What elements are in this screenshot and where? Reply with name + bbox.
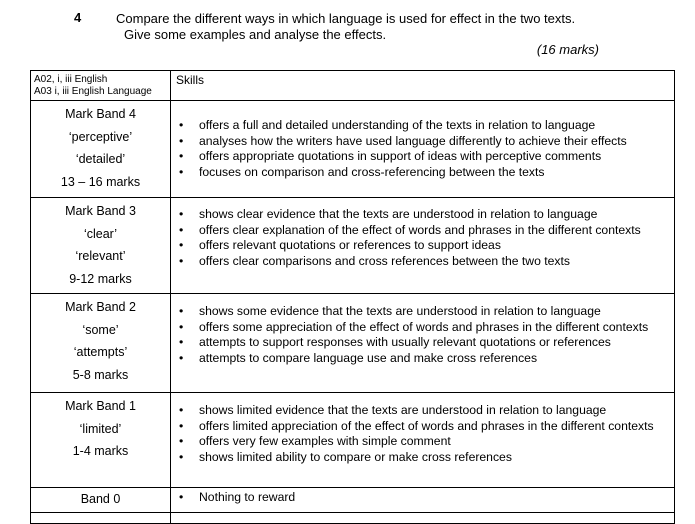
assessment-objectives-cell	[31, 71, 171, 101]
table-row-band-2	[31, 294, 675, 393]
skill-item: • shows some evidence that the texts are understood in relation to language	[171, 304, 670, 320]
skill-item: • offers clear explanation of the effect of words and phrases in the different contexts	[171, 223, 670, 239]
band-keyword: ‘relevant’	[75, 249, 126, 263]
mark-scheme-table	[30, 70, 675, 524]
band-label-cell	[31, 294, 171, 393]
band-label-cell	[31, 198, 171, 294]
band-name: Band 0	[80, 492, 121, 506]
skill-item: • attempts to compare language use and make cross references	[171, 351, 670, 367]
skill-item: • focuses on comparison and cross-referencing between the texts	[171, 165, 670, 181]
skills-list	[171, 304, 674, 366]
skill-item: • offers a full and detailed understanding of the texts in relation to language	[171, 118, 670, 134]
band-marks: 13 – 16 marks	[60, 174, 141, 189]
table-row-band-1	[31, 393, 675, 488]
band-label-cell	[31, 393, 171, 488]
band-name: Mark Band 2	[65, 300, 136, 314]
band-keyword: ‘perceptive’	[68, 129, 133, 144]
band-name: Mark Band 1	[65, 399, 136, 413]
band-keyword: ‘limited’	[79, 421, 122, 436]
band-keyword: ‘some’	[82, 322, 119, 337]
skill-item: • offers appropriate quotations in support of ideas with perceptive comments	[171, 149, 670, 165]
question-marks: (16 marks)	[536, 42, 599, 57]
skill-item: • offers limited appreciation of the effect of words and phrases in the different contexts	[171, 419, 670, 435]
table-row-empty	[31, 513, 675, 524]
empty-cell	[171, 513, 675, 524]
band-skills-cell	[171, 488, 675, 513]
skill-item: • offers some appreciation of the effect of words and phrases in the different contexts	[171, 320, 670, 336]
band-marks: 5-8 marks	[72, 367, 129, 382]
skill-item: • Nothing to reward	[171, 490, 670, 506]
table-header-row	[31, 71, 675, 101]
band-name: Mark Band 4	[65, 107, 136, 121]
skills-list	[171, 207, 674, 269]
skill-item: • offers clear comparisons and cross references between the two texts	[171, 254, 670, 270]
band-skills-cell	[171, 393, 675, 488]
skill-item: • shows limited ability to compare or make cross references	[171, 450, 670, 466]
band-skills-cell	[171, 198, 675, 294]
skill-item: • analyses how the writers have used language differently to achieve their effects	[171, 134, 670, 150]
table-row-band-3	[31, 198, 675, 294]
question-text-line2: Give some examples and analyse the effects.	[124, 27, 387, 42]
table-row-band-0	[31, 488, 675, 513]
band-marks: 1-4 marks	[72, 444, 129, 458]
ao-line1: A02, i, iii English	[34, 74, 108, 85]
empty-cell	[31, 513, 171, 524]
question-text-line1: Compare the different ways in which language is used for effect in the two texts.	[116, 11, 576, 26]
band-keyword: ‘attempts’	[73, 345, 128, 359]
band-skills-cell	[171, 101, 675, 198]
question-number: 4	[74, 10, 82, 25]
skills-header: Skills	[171, 71, 675, 101]
table-row-band-4	[31, 101, 675, 198]
band-keyword: ‘detailed’	[75, 152, 126, 166]
skill-item: • attempts to support responses with usually relevant quotations or references	[171, 335, 670, 351]
band-label-cell	[31, 488, 171, 513]
skills-list	[171, 403, 674, 465]
skills-list	[171, 490, 674, 506]
skill-item: • shows clear evidence that the texts are understood in relation to language	[171, 207, 670, 223]
skill-item: • offers very few examples with simple comment	[171, 434, 670, 450]
band-label-cell	[31, 101, 171, 198]
ao-line2: A03 i, iii English Language	[34, 86, 152, 97]
skills-list	[171, 118, 674, 180]
band-keyword: ‘clear’	[83, 226, 118, 241]
skill-item: • shows limited evidence that the texts are understood in relation to language	[171, 403, 670, 419]
band-marks: 9-12 marks	[69, 271, 132, 286]
skill-item: • offers relevant quotations or references to support ideas	[171, 238, 670, 254]
band-skills-cell	[171, 294, 675, 393]
band-name: Mark Band 3	[65, 204, 136, 218]
